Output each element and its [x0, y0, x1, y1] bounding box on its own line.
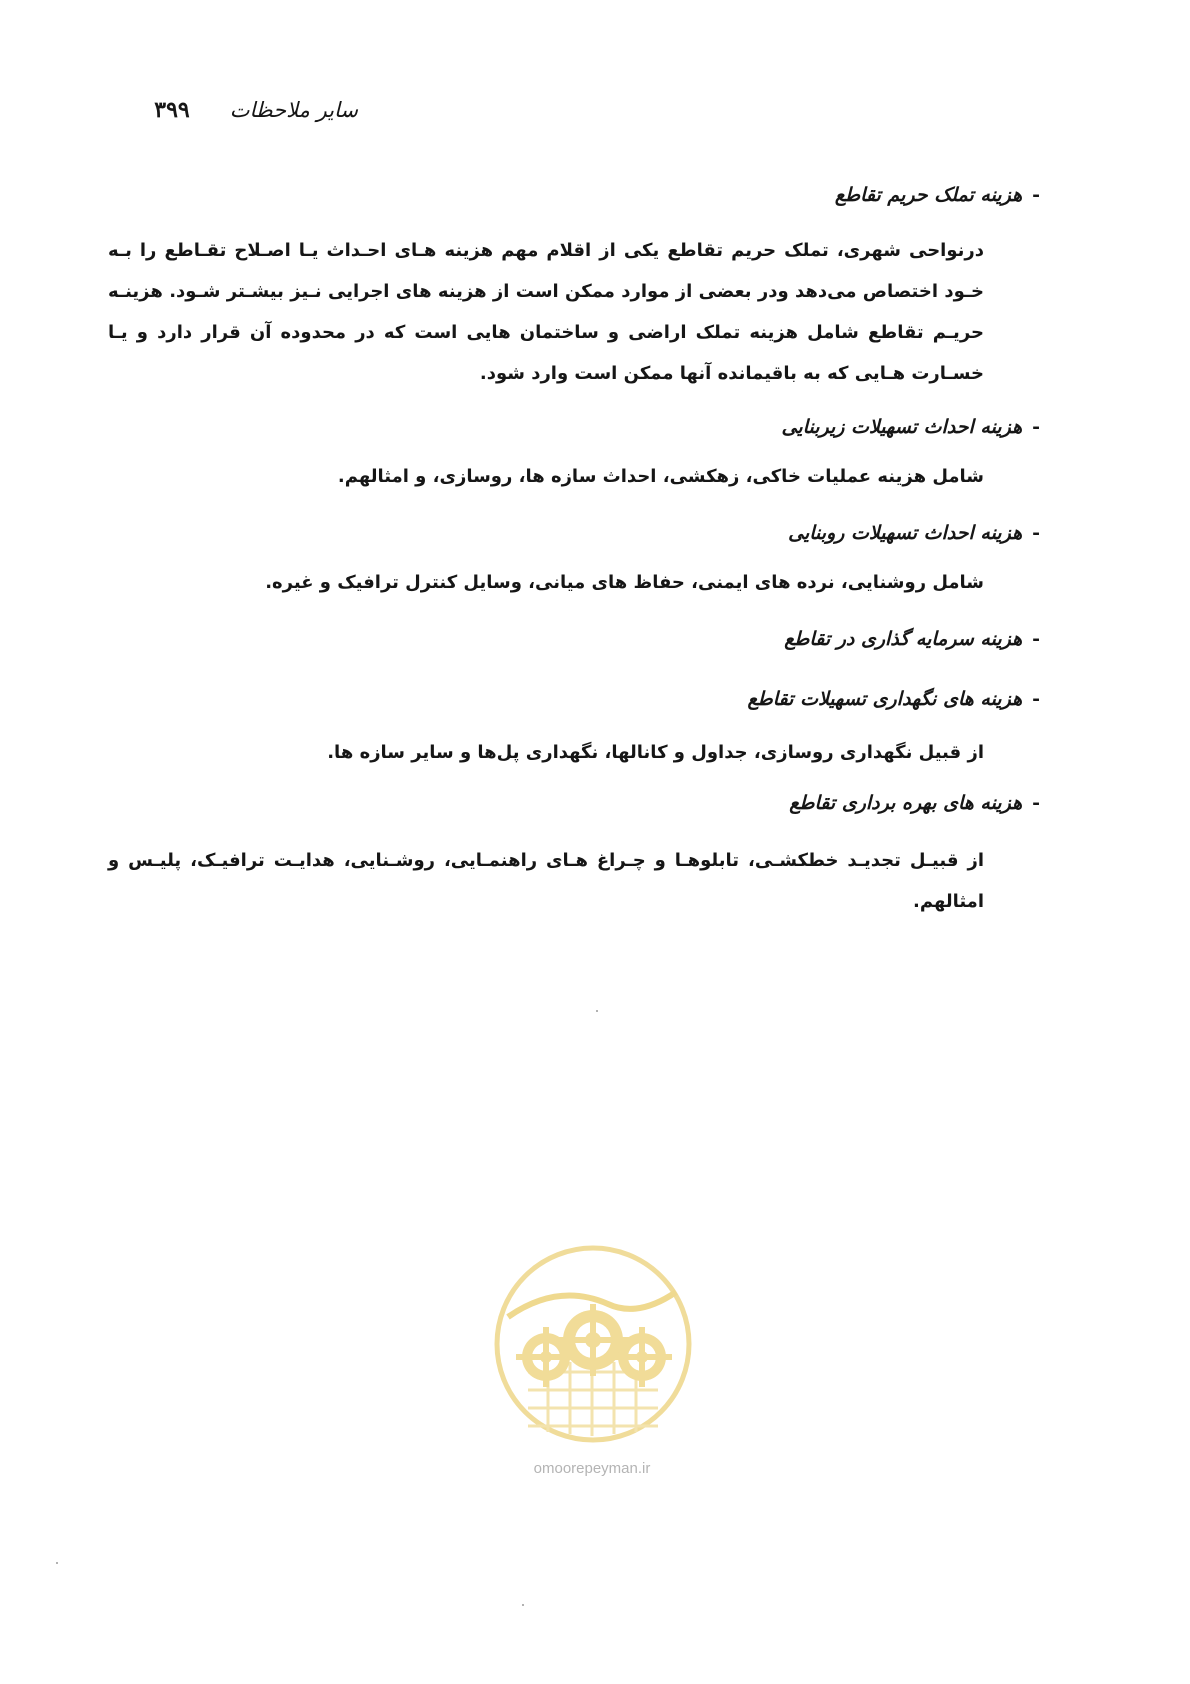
heading-text: هزینه سرمایه گذاری در تقاطع	[784, 628, 1023, 650]
section-heading	[108, 180, 1040, 210]
heading-text: هزینه احداث تسهیلات زیربنایی	[781, 416, 1023, 438]
heading-text: هزینه احداث تسهیلات روبنایی	[788, 522, 1023, 544]
scan-speck	[56, 1562, 58, 1564]
section-heading	[108, 788, 1040, 818]
page-body	[108, 180, 1040, 922]
running-header	[98, 92, 358, 128]
section-paragraph: از قبیل نگهداری روسازی، جداول و کانالها، نگهداری پل‌ها و سایر سازه ها.	[327, 742, 984, 763]
scan-speck	[522, 1604, 524, 1606]
section-paragraph: شامل روشنایی، نرده های ایمنی، حفاظ های میانی، وسایل کنترل ترافیک و غیره.	[265, 572, 984, 593]
section-heading	[108, 684, 1040, 714]
running-title: سایر ملاحظات	[229, 98, 358, 122]
bullet-dash: -	[1032, 416, 1040, 438]
heading-text: هزینه های نگهداری تسهیلات تقاطع	[747, 688, 1023, 710]
section-paragraph: از قبیـل تجدیـد خطکشـی، تابلوهـا و چـراغ هـای راهنمـایی، روشـنایی، هدایـت ترافیـک، پلیـس و امثالهم.	[108, 850, 984, 912]
section-heading	[108, 412, 1040, 442]
bullet-dash: -	[1032, 184, 1040, 206]
gears-seal-icon	[488, 1222, 698, 1472]
bullet-dash: -	[1032, 688, 1040, 710]
section-heading	[108, 624, 1040, 654]
bullet-dash: -	[1032, 792, 1040, 814]
section-heading	[108, 518, 1040, 548]
section-paragraph: شامل هزینه عملیات خاکی، زهکشی، احداث سازه ها، روسازی، و امثالهم.	[337, 466, 984, 487]
bullet-dash: -	[1032, 628, 1040, 650]
page-number: ۳۹۹	[154, 97, 190, 123]
scan-speck	[596, 1010, 598, 1012]
section-paragraph: درنواحی شهری، تملک حریم تقاطع یکی از اقلام مهم هزینه هـای احـداث یـا اصـلاح تقـاطع را بـه خـود اختصاص می‌دهد ودر بعضی از موارد ممکن است از هزینه های اجرایی نـیز بیشـتر شـود. هزینـه حریـم تقاطع شامل هزینه تملک اراضی و ساختمان هایی است که در محدوده آن قرار دارد و یـا خسـارت هـایی که به باقیمانده آنها ممکن است وارد شود.	[108, 240, 984, 384]
heading-text: هزینه های بهره برداری تقاطع	[789, 792, 1023, 814]
watermark-logo	[488, 1222, 698, 1472]
bullet-dash: -	[1032, 522, 1040, 544]
watermark-url: omoorepeyman.ir	[533, 1460, 651, 1477]
heading-text: هزینه تملک حریم تقاطع	[834, 184, 1023, 206]
